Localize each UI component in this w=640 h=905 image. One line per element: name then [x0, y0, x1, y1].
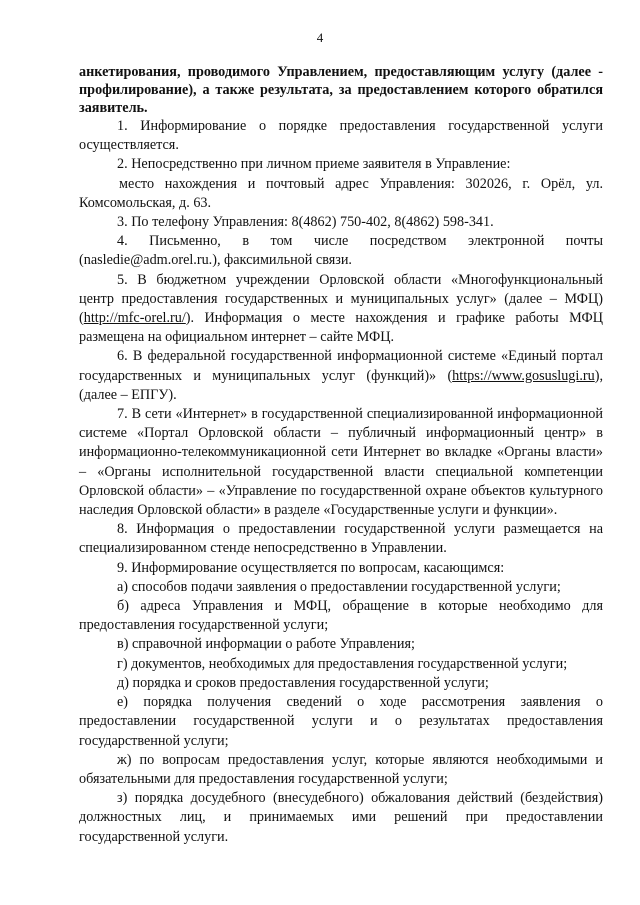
page-number: 4 [316, 30, 324, 45]
paragraph-6-text-before: 6. В федеральной государственной информационной системе «Единый портал государственных и муниципальных услуг (функций)» ( [79, 348, 603, 384]
paragraph-6-text-after: ), (далее – ЕПГУ). [79, 367, 603, 403]
paragraph-5-text-before: 5. В бюджетном учреждении Орловской области «Многофункциональный центр предоставления государственных и муниципальных услуг» (далее – МФЦ) ( [79, 271, 603, 327]
list-item-a: а) способов подачи заявления о предоставлении государственной услуги; [117, 578, 561, 595]
list-item-b: б) адреса Управления и МФЦ, обращение в которые необходимо для предоставления государственной услуги; [79, 598, 603, 634]
paragraph-5-text-after: ). Информация о месте нахождения и графике работы МФЦ размещена на официальном интернет – сайте МФЦ. [79, 310, 603, 346]
paragraph-7: 7. В сети «Интернет» в государственной специализированной информационной системе «Портал Орловской области – публичный информационный центр» в информационно-телекоммуникационной сети Интернет во вкладке «Органы власти» – «Органы исполнительной государственной власти специальной компетенции Орловской области» – «Управление по государственной охране объектов культурного наследия Орловской области» в разделе «Государственные услуги и функции». [79, 406, 603, 519]
paragraph-3: 3. По телефону Управления: 8(4862) 750-402, 8(4862) 598-341. [117, 214, 494, 231]
list-item-g: г) документов, необходимых для предоставления государственной услуги; [117, 655, 568, 672]
paragraph-9: 9. Информирование осуществляется по вопросам, касающимся: [117, 559, 505, 576]
list-item-z: з) порядка досудебного (внесудебного) обжалования действий (бездействия) должностных лиц, и принимаемых ими решений при предоставлении государственной услуги. [79, 790, 603, 845]
mfc-website-link[interactable]: http://mfc-orel.ru/ [83, 310, 186, 327]
paragraph-6 [79, 347, 603, 405]
paragraph-5 [79, 271, 603, 348]
list-item-e: е) порядка получения сведений о ходе рассмотрения заявления о предоставлении государственной услуги и о результатах предоставления государственной услуги; [79, 694, 603, 749]
list-item-zh: ж) по вопросам предоставления услуг, которые являются необходимыми и обязательными для предоставления государственной услуги; [79, 751, 603, 787]
intro-paragraph: анкетирования, проводимого Управлением, предоставляющим услугу (далее - профилирование), а также результата, за предоставлением которого обратился заявитель. [79, 64, 603, 116]
list-item-v: в) справочной информации о работе Управления; [117, 636, 415, 653]
list-item-d: д) порядка и сроков предоставления государственной услуги; [117, 674, 489, 691]
gosuslugi-link[interactable]: https://www.gosuslugi.ru [452, 367, 595, 384]
paragraph-2-address: место нахождения и почтовый адрес Управления: 302026, г. Орёл, ул. Комсомольская, д. 63. [79, 175, 603, 211]
paragraph-8: 8. Информация о предоставлении государственной услуги размещается на специализированном стенде непосредственно в Управлении. [79, 521, 603, 557]
document-body [79, 63, 603, 847]
paragraph-2: 2. Непосредственно при личном приеме заявителя в Управление: [117, 156, 511, 173]
paragraph-4: 4. Письменно, в том числе посредством электронной почты (nasledie@adm.orel.ru.), факсимильной связи. [79, 233, 603, 269]
paragraph-1: 1. Информирование о порядке предоставления государственной услуги осуществляется. [79, 118, 603, 154]
